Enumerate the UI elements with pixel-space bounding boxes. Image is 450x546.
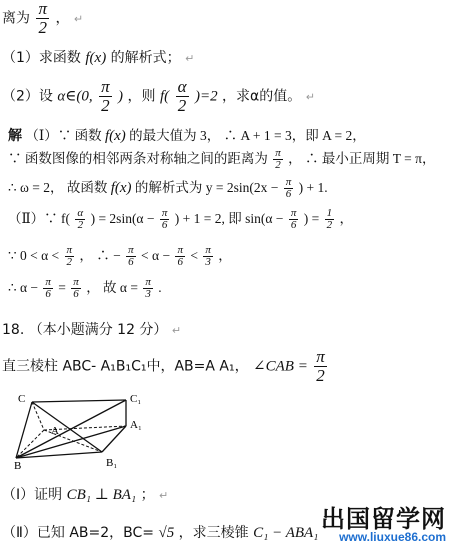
label-A1: A₁ — [130, 419, 142, 431]
solution-line-5: ∵ 0 < α < $\frac{\pi}{2}$ ， ∴ − $\frac{\pi}{6}$ < α − $\frac{\pi}{6}$ < $\frac{\pi}{3}$ ， — [8, 243, 232, 269]
solution-line-6: ∴ α − $\frac{\pi}{6}$ = $\frac{\pi}{6}$ ， 故 α = $\frac{\pi}{3}$ . — [8, 275, 162, 301]
watermark — [321, 499, 446, 544]
question-1: （1）求函数 f(x) 的解析式； ↵ — [2, 50, 195, 66]
part-1: （Ⅰ）证明 CB₁ ⊥ BA₁ ； ↵ — [2, 487, 169, 503]
solution-line-3: ∴ ω = 2， 故函数 f(x) 的解析式为 y = 2sin(2x − $\frac{\pi}{6}$ ) + 1. — [8, 175, 328, 201]
solution-line-4: （Ⅱ）∵ f( $\frac{\alpha}{2}$ ) = 2sin(α − $\frac{\pi}{6}$ ) + 1 = 2, 即 sin(α − $\frac{\pi}{6}$ ) = $\frac{1}{2}$ ， — [8, 206, 353, 232]
return-mark: ↵ — [73, 12, 84, 26]
question-18-heading: 18. （本小题满分 12 分） ↵ — [2, 322, 182, 338]
header-label: 离为 — [2, 10, 30, 27]
function-fx: f(x) — [85, 50, 107, 66]
solution-line-2: ∵ 函数图像的相邻两条对称轴之间的距离为 $\frac{\pi}{2}$ ， ∴ 最小正周期 T = π， — [8, 146, 436, 172]
label-B1: B₁ — [106, 457, 118, 469]
label-B: B — [14, 460, 22, 470]
pi-over-2-fraction: $\frac{\pi}{2}$ — [38, 0, 47, 37]
question-2: （2）设 α∈(0, $\frac{\pi}{2}$ ) ，则 f( $\frac{\alpha}{2}$ )=2 ，求α的值。 ↵ — [2, 77, 315, 115]
prism-figure — [14, 390, 164, 470]
label-C1: C₁ — [130, 393, 142, 405]
watermark-title: 出国留学网 — [321, 505, 446, 533]
label-C: C — [18, 393, 26, 405]
part-2: （Ⅱ）已知 AB=2，BC= √5 ，求三棱锥 C₁ − ABA₁ — [2, 525, 319, 541]
header-line: 离为 $\frac{\pi}{2}$ ， ↵ — [2, 0, 84, 37]
watermark-url: www.liuxue86.com — [339, 530, 446, 544]
prism-statement: 直三棱柱 ABC- A₁B₁C₁中，AB=A A₁， ∠CAB = $\frac{\pi}{2}$ — [2, 347, 325, 385]
solution-line-1: 解 （Ⅰ）∵ 函数 f(x) 的最大值为 3， ∴ A + 1 = 3，即 A = 2， — [8, 128, 366, 144]
label-A: A — [51, 425, 59, 437]
